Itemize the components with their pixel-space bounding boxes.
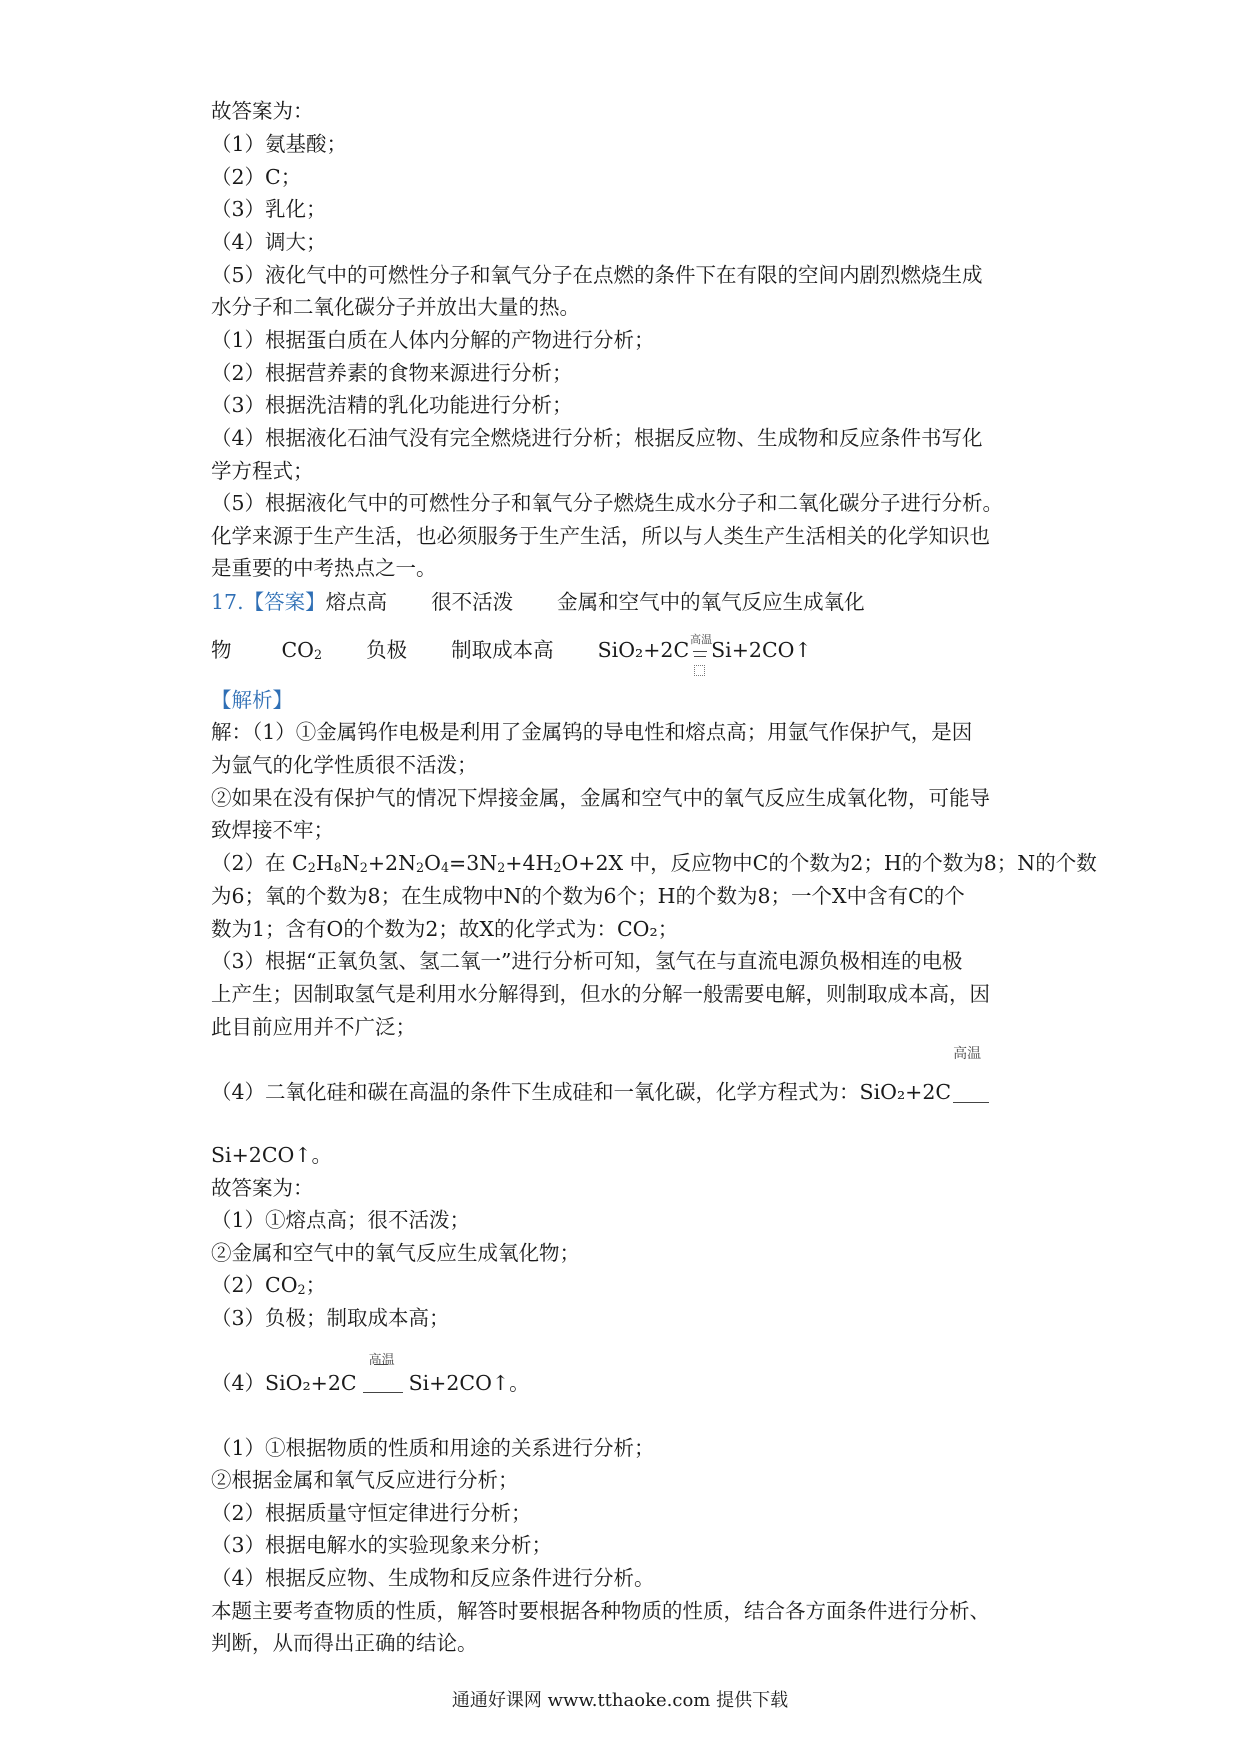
summary-line: $(2)CO_2$； xyxy=(211,1273,327,1297)
eq-condition: 高温 xyxy=(368,1353,395,1368)
method-line: ②根据金属和氧气反应进行分析； xyxy=(211,1468,519,1492)
eq-condition: 高温 xyxy=(690,633,713,646)
summary-head: 故答案为： xyxy=(211,1176,314,1200)
method-line: （1）①根据物质的性质和用途的关系进行分析； xyxy=(211,1436,655,1460)
top-answer-line: 水分子和二氧化碳分子并放出大量的热。 xyxy=(211,295,580,319)
eq-right: Si+2CO↑ xyxy=(711,638,812,662)
top-answer-line: 故答案为： xyxy=(211,99,314,123)
method-line: （4）根据反应物、生成物和反应条件进行分析。 xyxy=(211,1566,655,1590)
method-line: 判断，从而得出正确的结论。 xyxy=(211,1631,478,1655)
eq-right-period: Si+2CO↑。 xyxy=(408,1371,530,1395)
analysis-line-rest: 中，反应物中C的个数为2；H的个数为8；N的个数 xyxy=(629,851,1097,875)
answer-tag: 【答案】 xyxy=(243,590,326,614)
answer-co2: $CO_2$ xyxy=(281,638,323,662)
summary-line: ②金属和空气中的氧气反应生成氧化物； xyxy=(211,1241,580,1265)
analysis-line: 致焊接不牢； xyxy=(211,818,334,842)
top-answer-line: （4）调大； xyxy=(211,230,327,254)
q17-answer-row-1 xyxy=(211,587,865,617)
q17-answer-row-2 xyxy=(211,635,812,665)
analysis-tag: 【解析】 xyxy=(211,688,293,712)
top-answer-line: （4）根据液化石油气没有完全燃烧进行分析；根据反应物、生成物和反应条件书写化 xyxy=(211,426,983,450)
analysis-line: 上产生；因制取氢气是利用水分解得到，但水的分解一般需要电解，则制取成本高，因 xyxy=(211,982,990,1006)
analysis-line: ②如果在没有保护气的情况下焊接金属，金属和空气中的氧气反应生成氧化物，可能导 xyxy=(211,786,990,810)
answer-item-3-cont: 物 xyxy=(211,638,232,662)
top-answer-line: 是重要的中考热点之一。 xyxy=(211,556,437,580)
eq-left: SiO₂+2C xyxy=(597,638,690,662)
analysis-equation-line xyxy=(211,1046,991,1107)
eq-condition: 高温 xyxy=(953,1046,982,1062)
top-answer-line: （3）乳化； xyxy=(211,197,327,221)
eq-left: SiO₂+2C xyxy=(265,1371,357,1395)
answer-equation xyxy=(598,635,812,665)
top-answer-line: （5）根据液化气中的可燃性分子和氧气分子燃烧生成水分子和二氧化碳分子进行分析。 xyxy=(211,491,1004,515)
analysis-line-equation: （2）在 $C_2H_8N_2+2N_2O_4=3N_2+4H_2O+2X$ 中，反应物中C的个数为2；H的个数为8；N的个数 xyxy=(211,851,1097,875)
top-answer-line: （1）氨基酸； xyxy=(211,132,348,156)
answer-item-3: 金属和空气中的氧气反应生成氧化 xyxy=(557,590,865,614)
top-answer-line: （1）根据蛋白质在人体内分解的产物进行分析； xyxy=(211,328,655,352)
analysis-equation-result: Si+2CO↑。 xyxy=(211,1143,332,1167)
answer-item-2: 很不活泼 xyxy=(431,590,514,614)
analysis-line: 此目前应用并不广泛； xyxy=(211,1015,416,1039)
summary-line: （1）①熔点高；很不活泼； xyxy=(211,1208,471,1232)
answer-item-1: 熔点高 xyxy=(325,590,388,614)
top-answer-line: （2）C； xyxy=(211,165,302,189)
analysis-line: 解：（1）①金属钨作电极是利用了金属钨的导电性和熔点高；用氩气作保护气，是因 xyxy=(211,720,973,744)
top-answer-line: （2）根据营养素的食物来源进行分析； xyxy=(211,361,573,385)
method-line: 本题主要考查物质的性质，解答时要根据各种物质的性质，结合各方面条件进行分析、 xyxy=(211,1599,990,1623)
analysis-line: （3）根据“正氧负氢、氢二氧一”进行分析可知，氢气在与直流电源负极相连的电极 xyxy=(211,949,963,973)
answer-item-5: 制取成本高 xyxy=(451,638,554,662)
top-answer-line: 化学来源于生产生活，也必须服务于生产生活，所以与人类生产生活相关的化学知识也 xyxy=(211,524,990,548)
answer-item-4: 负极 xyxy=(366,638,408,662)
eq-left: SiO₂+2C xyxy=(859,1080,952,1104)
summary-l5-prefix: （4） xyxy=(211,1371,266,1395)
page-footer: 通通好课网 www.tthaoke.com 提供下载 xyxy=(451,1690,789,1711)
top-answer-line: 学方程式； xyxy=(211,459,314,483)
summary-equation-line xyxy=(211,1353,530,1398)
analysis-p4-prefix: （4）二氧化硅和碳在高温的条件下生成硅和一氧化碳，化学方程式为： xyxy=(211,1080,860,1104)
method-line: （2）根据质量守恒定律进行分析； xyxy=(211,1501,532,1525)
top-answer-line: （5）液化气中的可燃性分子和氧气分子在点燃的条件下在有限的空间内剧烈燃烧生成 xyxy=(211,263,983,287)
analysis-line: 为6；氧的个数为8；在生成物中N的个数为6个；H的个数为8；一个X中含有C的个 xyxy=(211,884,965,908)
method-line: （3）根据电解水的实验现象来分析； xyxy=(211,1533,553,1557)
q17-number: 17. xyxy=(211,590,244,614)
analysis-line: 为氩气的化学性质很不活泼； xyxy=(211,753,478,777)
analysis-line: 数为1；含有O的个数为2；故X的化学式为：CO₂； xyxy=(211,917,679,941)
top-answer-line: （3）根据洗洁精的乳化功能进行分析； xyxy=(211,393,573,417)
placeholder-box xyxy=(694,665,705,676)
summary-line: （3）负极；制取成本高； xyxy=(211,1306,450,1330)
